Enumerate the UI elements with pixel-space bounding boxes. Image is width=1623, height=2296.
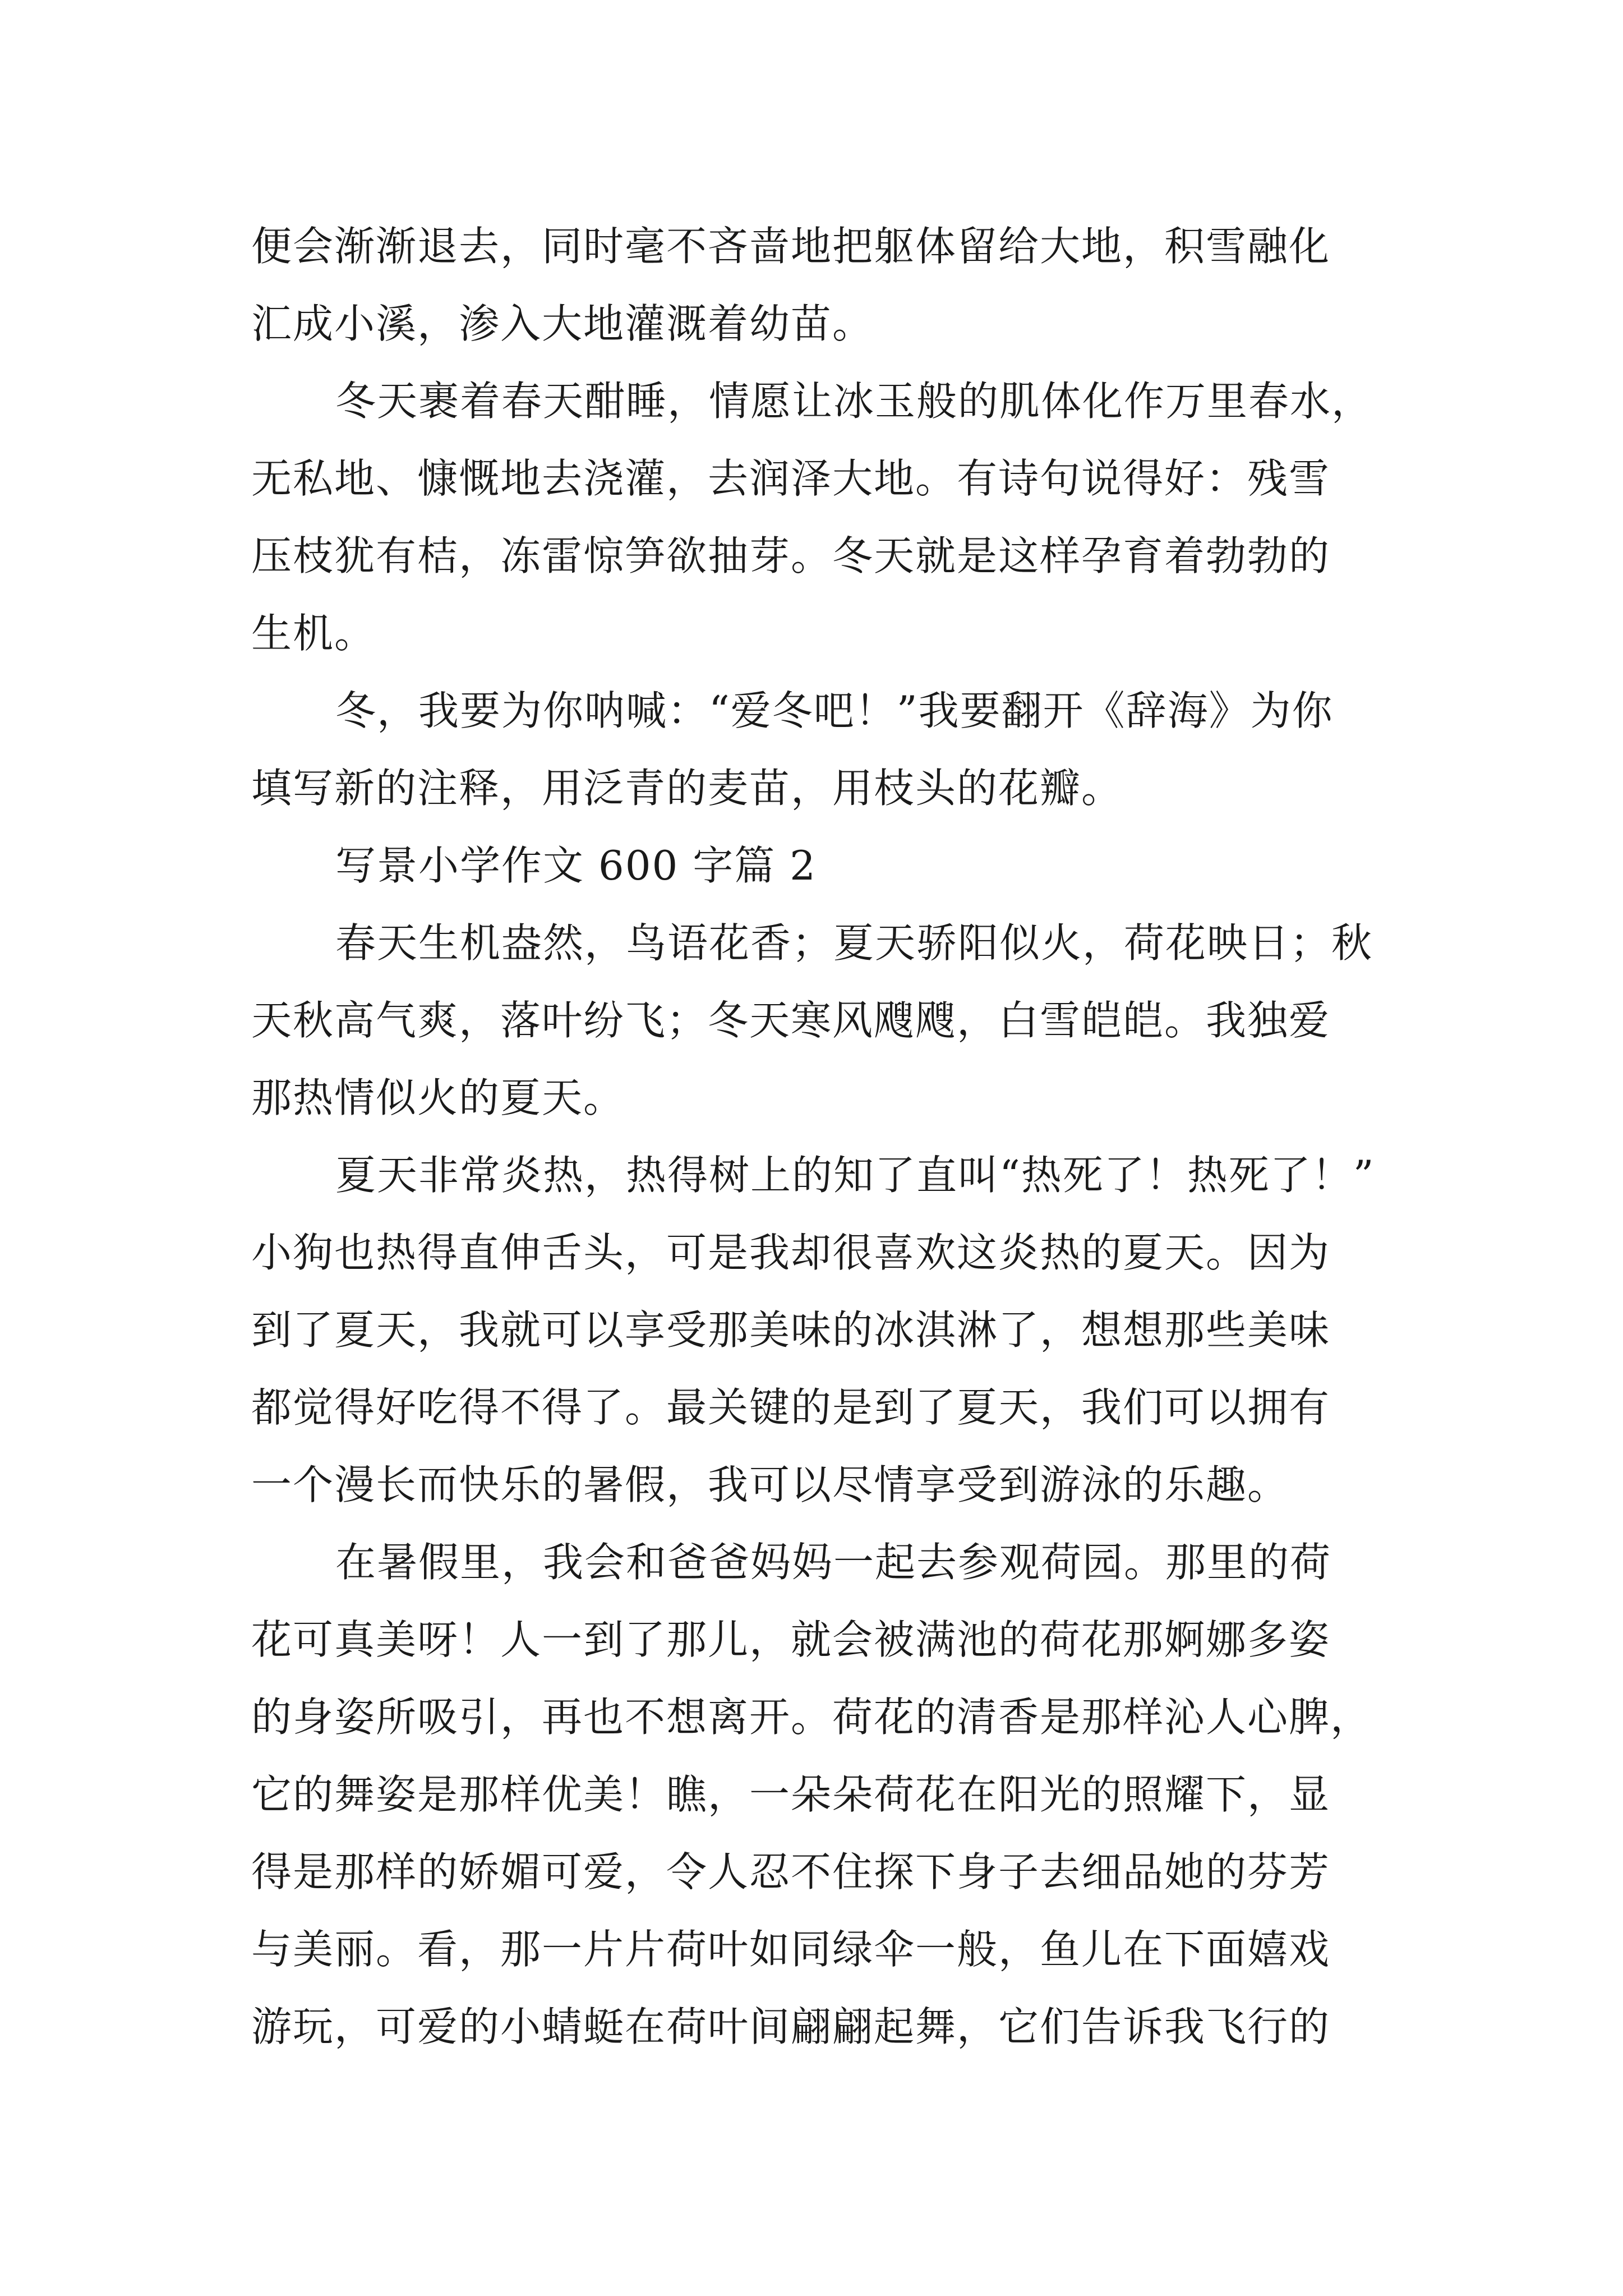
text-line: 冬，我要为你呐喊：“爱冬吧！”我要翻开《辞海》为你 [335, 687, 1334, 734]
text-line: 得是那样的娇媚可爱，令人忍不住探下身子去细品她的芬芳 [251, 1848, 1331, 1895]
text-line: 游玩，可爱的小蜻蜓在荷叶间翩翩起舞，它们告诉我飞行的 [251, 2003, 1331, 2050]
text-line: 一个漫长而快乐的暑假，我可以尽情享受到游泳的乐趣。 [251, 1461, 1289, 1508]
text-line: 压枝犹有桔，冻雷惊笋欲抽芽。冬天就是这样孕育着勃勃的 [251, 532, 1331, 579]
text-line: 都觉得好吃得不得了。最关键的是到了夏天，我们可以拥有 [251, 1384, 1331, 1431]
text-line: 它的舞姿是那样优美！瞧，一朵朵荷花在阳光的照耀下，显 [251, 1771, 1331, 1818]
text-line: 与美丽。看，那一片片荷叶如同绿伞一般，鱼儿在下面嬉戏 [251, 1926, 1331, 1973]
text-line: 那热情似火的夏天。 [251, 1074, 625, 1121]
text-line: 冬天裹着春天酣睡，情愿让冰玉般的肌体化作万里春水， [335, 378, 1373, 425]
text-line: 便会渐渐退去，同时毫不吝啬地把躯体留给大地，积雪融化 [251, 223, 1331, 270]
document-body [251, 208, 1401, 2065]
text-line: 天秋高气爽，落叶纷飞；冬天寒风飕飕，白雪皑皑。我独爱 [251, 997, 1331, 1044]
text-line: 到了夏天，我就可以享受那美味的冰淇淋了，想想那些美味 [251, 1306, 1331, 1354]
text-line: 在暑假里，我会和爸爸妈妈一起去参观荷园。那里的荷 [335, 1539, 1332, 1586]
text-line: 写景小学作文 600 字篇 2 [335, 842, 817, 889]
text-line: 填写新的注释，用泛青的麦苗，用枝头的花瓣。 [251, 765, 1123, 812]
text-line: 夏天非常炎热，热得树上的知了直叫“热死了！热死了！” [335, 1152, 1375, 1199]
text-line: 花可真美呀！人一到了那儿，就会被满池的荷花那婀娜多姿 [251, 1616, 1331, 1663]
text-line: 的身姿所吸引，再也不想离开。荷花的清香是那样沁人心脾， [251, 1694, 1372, 1741]
text-line: 无私地、慷慨地去浇灌，去润泽大地。有诗句说得好：残雪 [251, 455, 1331, 502]
text-line: 小狗也热得直伸舌头，可是我却很喜欢这炎热的夏天。因为 [251, 1229, 1331, 1276]
text-line: 春天生机盎然，鸟语花香；夏天骄阳似火，荷花映日；秋 [335, 919, 1373, 967]
text-line: 汇成小溪，渗入大地灌溉着幼苗。 [251, 300, 874, 347]
text-line: 生机。 [251, 610, 376, 657]
